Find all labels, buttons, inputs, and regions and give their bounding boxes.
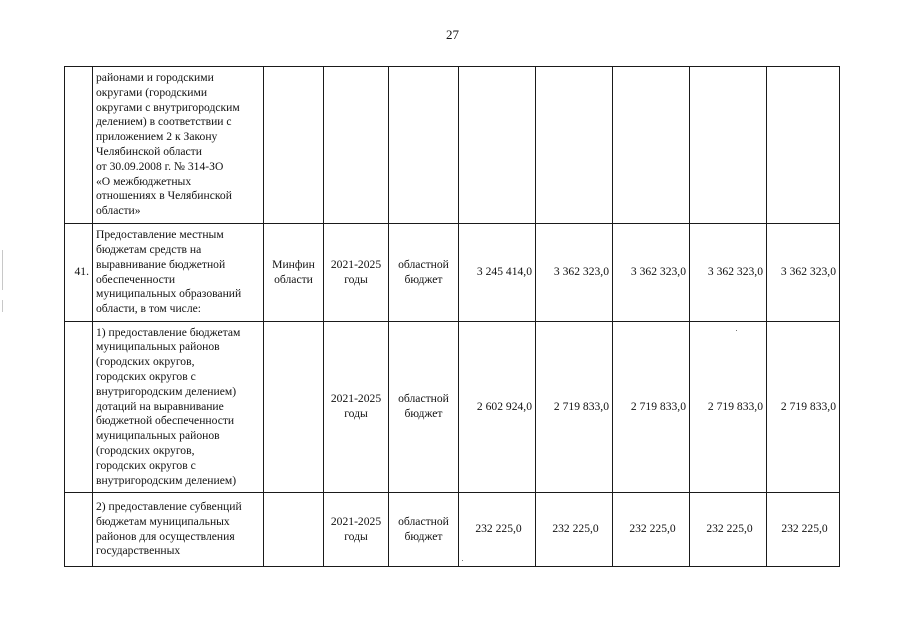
row-number [65,493,93,567]
row-source: областной бюджет [389,322,459,493]
row-value-2021: 3 245 414,0 [459,224,536,322]
row-value-2023: 3 362 323,0 [613,224,690,322]
row-value-2024: 2 719 833,0 [690,322,767,493]
row-value-2023: 2 719 833,0 [613,322,690,493]
row-description: 2) предоставление субвенций бюджетам муниципальных районов для осуществления государственных [93,493,264,567]
table-row [65,322,840,493]
row-number [65,67,93,224]
table-row [65,67,840,224]
row-value-2022: 2 719 833,0 [536,322,613,493]
scan-margin-mark [2,250,3,290]
row-period: 2021-2025 годы [324,224,389,322]
row-executor [264,67,324,224]
row-value-2025: 3 362 323,0 [767,224,840,322]
row-number [65,322,93,493]
row-executor [264,322,324,493]
row-description: Предоставление местным бюджетам средств на выравнивание бюджетной обеспеченности муниципальных образований области, в том числе: [93,224,264,322]
row-source: областной бюджет [389,493,459,567]
scan-speck [462,560,463,561]
row-value-2025: 2 719 833,0 [767,322,840,493]
row-period: 2021-2025 годы [324,322,389,493]
row-value-2024 [690,67,767,224]
row-description: 1) предоставление бюджетам муниципальных районов (городских округов, городских округов с внутригородским делением) дотаций на выравнивание бюджетной обеспеченности муниципальных районов (городских округов, городских округов с внутригородским делением) [93,322,264,493]
row-executor [264,493,324,567]
budget-table [64,66,840,567]
table-row [65,493,840,567]
row-value-2022: 3 362 323,0 [536,224,613,322]
scan-speck [736,330,737,331]
row-description: районами и городскими округами (городскими округами с внутригородским делением) в соответствии с приложением 2 к Закону Челябинской области от 30.09.2008 г. № 314-ЗО «О межбюджетных отношениях в Челябинской области» [93,67,264,224]
row-value-2022 [536,67,613,224]
table-body [65,67,840,567]
row-number: 41. [65,224,93,322]
row-value-2023: 232 225,0 [613,493,690,567]
row-value-2025: 232 225,0 [767,493,840,567]
page-number: 27 [446,27,459,42]
row-value-2021: 232 225,0 [459,493,536,567]
row-source [389,67,459,224]
row-source: областной бюджет [389,224,459,322]
row-value-2021: 2 602 924,0 [459,322,536,493]
row-period [324,67,389,224]
table-row [65,224,840,322]
row-value-2021 [459,67,536,224]
row-value-2022: 232 225,0 [536,493,613,567]
row-value-2024: 232 225,0 [690,493,767,567]
row-period: 2021-2025 годы [324,493,389,567]
row-executor: Минфин области [264,224,324,322]
row-value-2023 [613,67,690,224]
scan-margin-mark [2,300,3,312]
row-value-2024: 3 362 323,0 [690,224,767,322]
row-value-2025 [767,67,840,224]
